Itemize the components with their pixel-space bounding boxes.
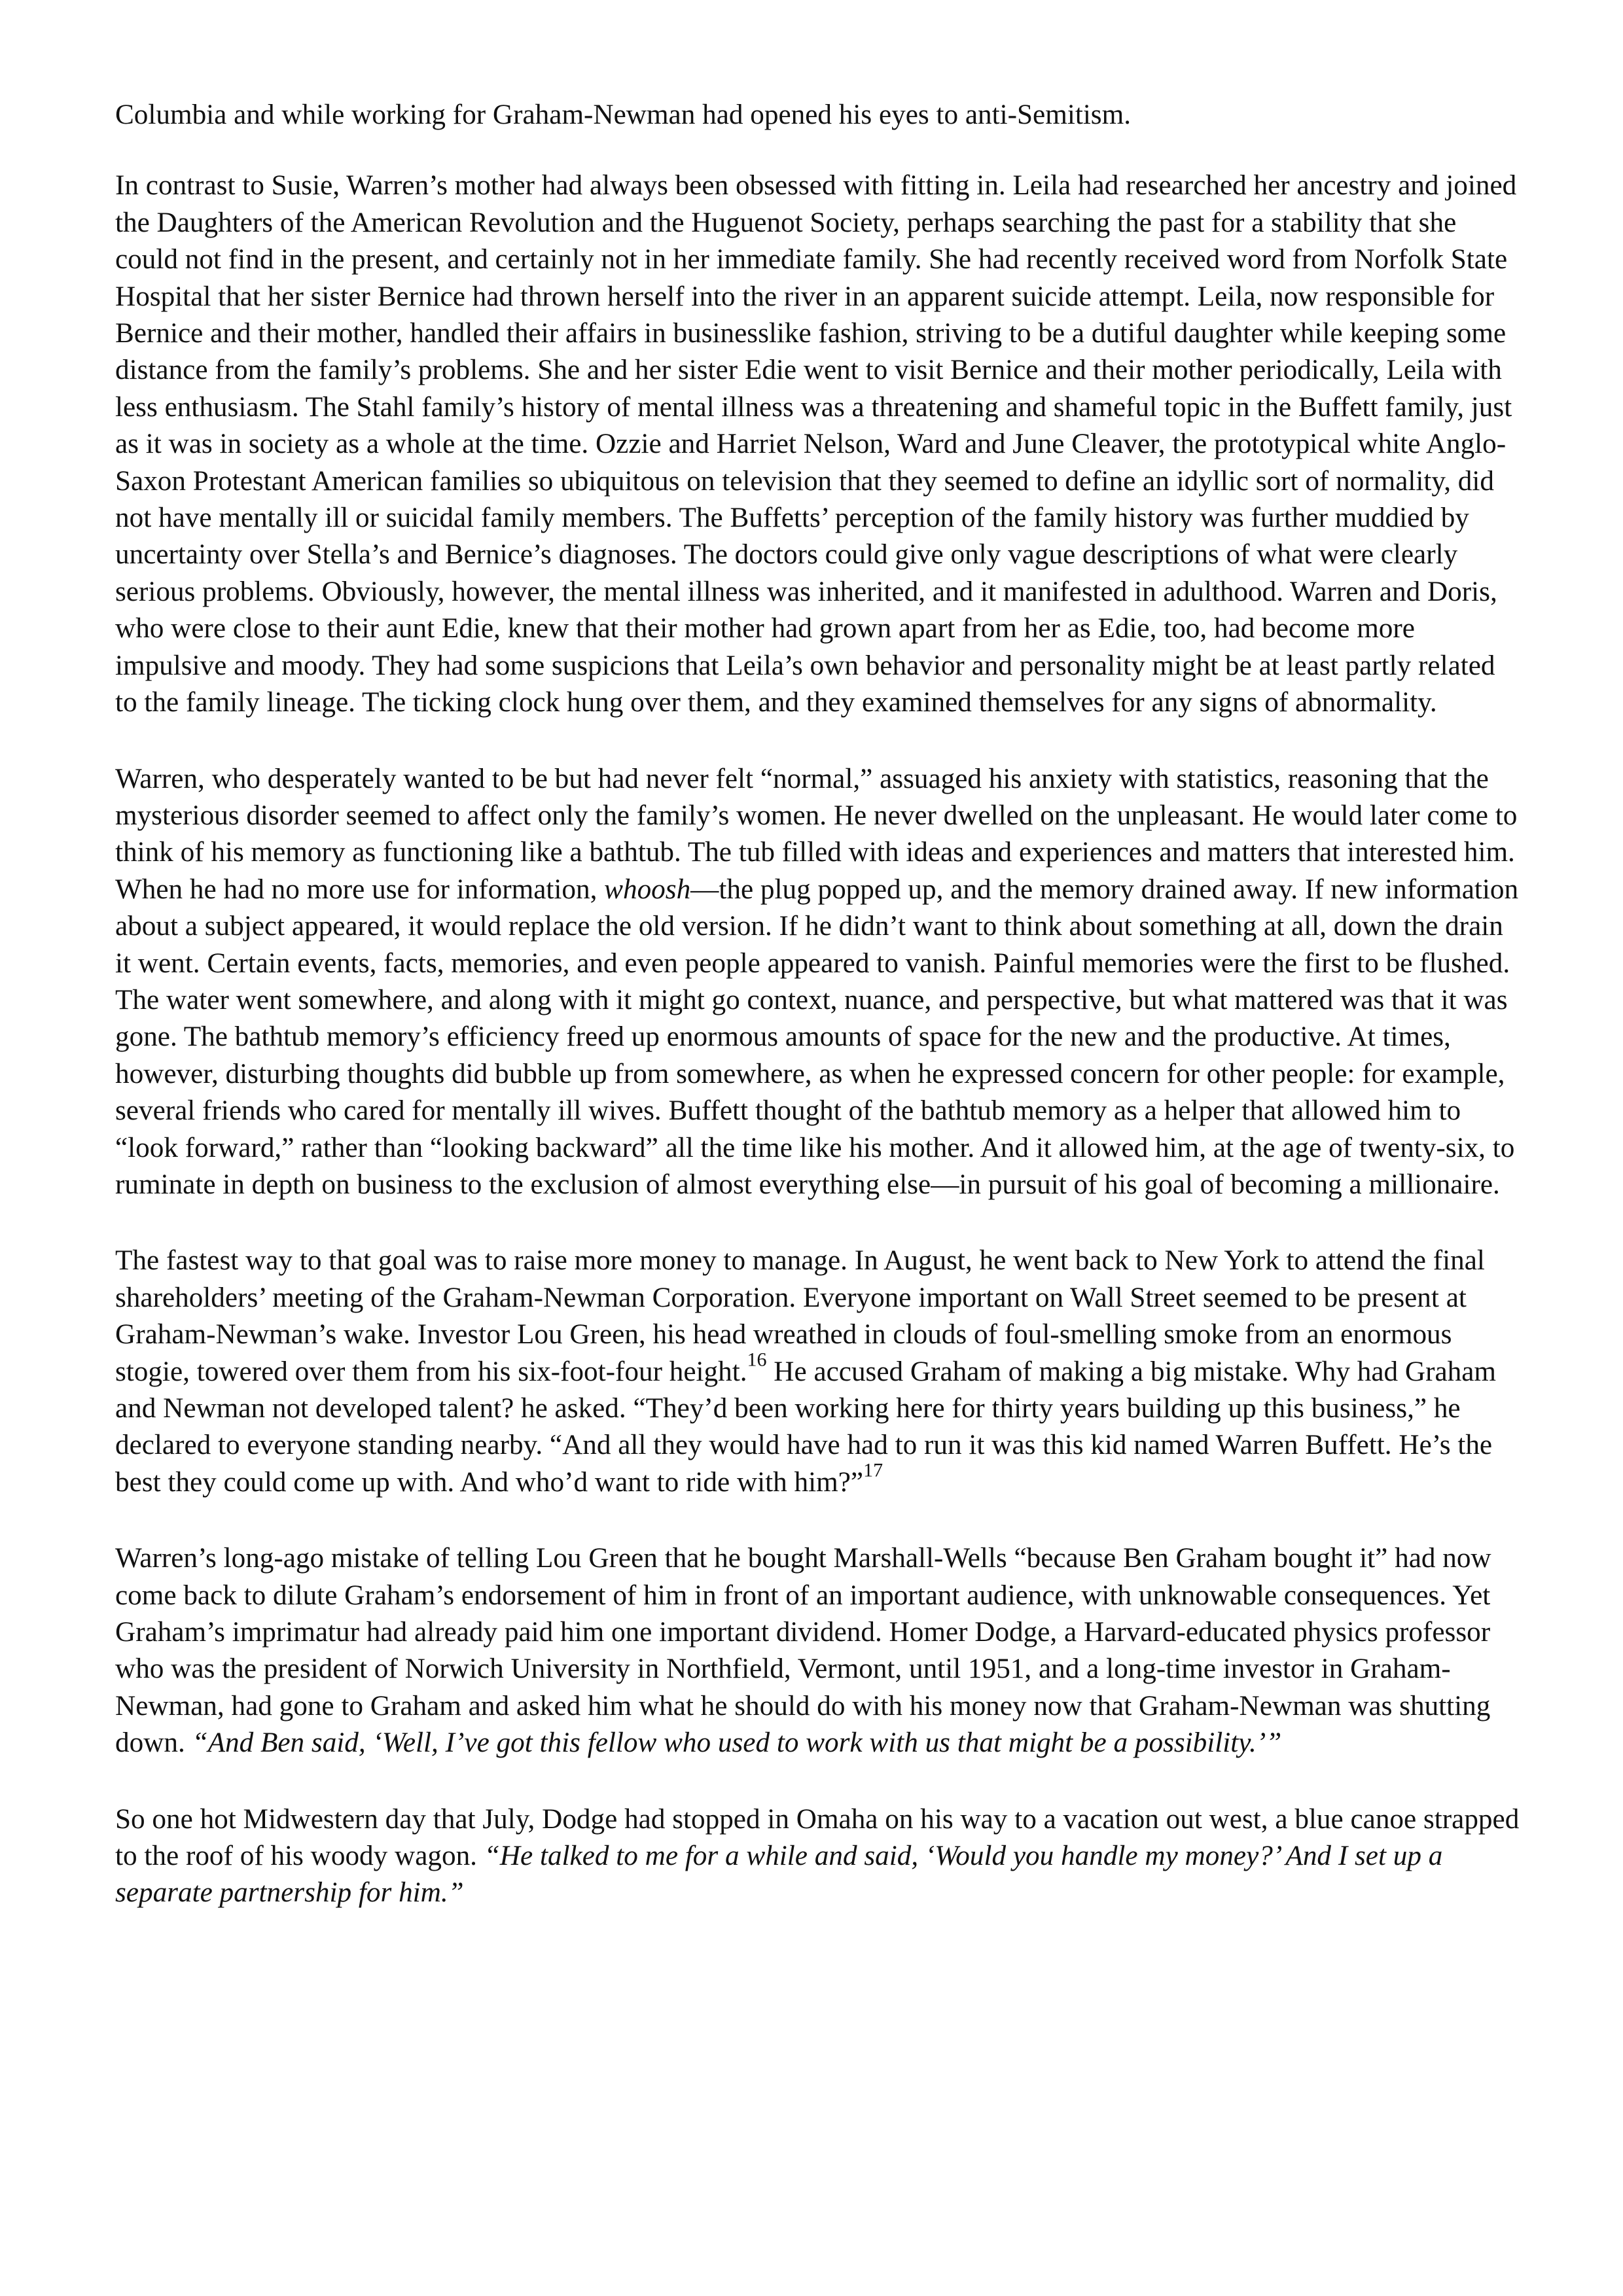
paragraph-text: He accused Graham of making a big mistake. Why had Graham and Newman not developed talent? he asked. “They’d been working here for thirty years building up this business,” he declared to everyone standing nearby. “And all they would have had to run it was this kid named Warren Buffett. He’s the best they could come up with. And who’d want to ride with him?”: [115, 1356, 1497, 1498]
italic-quote: “And Ben said, ‘Well, I’ve got this fellow who used to work with us that might be a possibility.’”: [192, 1727, 1282, 1759]
footnote-marker-17[interactable]: 17: [863, 1459, 883, 1481]
paragraph-text: In contrast to Susie, Warren’s mother had always been obsessed with fitting in. Leila had researched her ancestry and joined the Daughters of the American Revolution and the Huguenot Society, perhaps searching the past for a stability that she could not find in the present, and certainly not in her immediate family. She had recently received word from Norfolk State Hospital that her sister Bernice had thrown herself into the river in an apparent suicide attempt. Leila, now responsible for Bernice and their mother, handled their affairs in businesslike fashion, striving to be a dutiful daughter while keeping some distance from the family’s problems. She and her sister Edie went to visit Bernice and their mother periodically, Leila with less enthusiasm. The Stahl family’s history of mental illness was a threatening and shameful topic in the Buffett family, just as it was in society as a whole at the time. Ozzie and Harriet Nelson, Ward and June Cleaver, the prototypical white Anglo-Saxon Protestant American families so ubiquitous on television that they seemed to define an idyllic sort of normality, did not have mentally ill or suicidal family members. The Buffetts’ perception of the family history was further muddied by uncertainty over Stella’s and Bernice’s diagnoses. The doctors could give only vague descriptions of what were clearly serious problems. Obviously, however, the mental illness was inherited, and it manifested in adulthood. Warren and Doris, who were close to their aunt Edie, knew that their mother had grown apart from her as Edie, too, had become more impulsive and moody. They had some suspicions that Leila’s own behavior and personality might be at least partly related to the family lineage. The ticking clock hung over them, and they examined themselves for any signs of abnormality.: [115, 170, 1517, 718]
paragraph-anti-semitism: [115, 97, 1520, 133]
paragraph-text: So one hot Midwestern day that July, Dodge had stopped in Omaha on his way to a vacation out west, a blue canoe strapped to the roof of his woody wagon.: [115, 1803, 1520, 1872]
paragraph-text: Warren’s long-ago mistake of telling Lou Green that he bought Marshall-Wells “because Ben Graham bought it” had now come back to dilute Graham’s endorsement of him in front of an important audience, with unknowable consequences. Yet Graham’s imprimatur had already paid him one important dividend. Homer Dodge, a Harvard-educated physics professor who was the president of Norwich University in Northfield, Vermont, until 1951, and a long-time investor in Graham-Newman, had gone to Graham and asked him what he should do with his money now that Graham-Newman was shutting down.: [115, 1543, 1491, 1759]
paragraph-dodge-omaha: [115, 1801, 1520, 1912]
paragraph-graham-newman-meeting: [115, 1243, 1520, 1501]
paragraph-text: Warren, who desperately wanted to be but had never felt “normal,” assuaged his anxiety with statistics, reasoning that the mysterious disorder seemed to affect only the family’s women. He never dwelled on the unpleasant. He would later come to think of his memory as functioning like a bathtub. The tub filled with ideas and experiences and matters that interested him. When he had no more use for information,: [115, 763, 1518, 905]
paragraph-text: —the plug popped up, and the memory drained away. If new information about a subject appeared, it would replace the old version. If he didn’t want to think about something at all, down the drain it went. Certain events, facts, memories, and even people appeared to vanish. Painful memories were the first to be flushed. The water went somewhere, and along with it might go context, nuance, and perspective, but what mattered was that it was gone. The bathtub memory’s efficiency freed up enormous amounts of space for the new and the productive. At times, however, disturbing thoughts did bubble up from somewhere, as when he expressed concern for other people: for example, several friends who cared for mentally ill wives. Buffett thought of the bathtub memory as a helper that allowed him to “look forward,” rather than “looking backward” all the time like his mother. And it allowed him, at the age of twenty-six, to ruminate in depth on business to the exclusion of almost everything else—in pursuit of his goal of becoming a millionaire.: [115, 874, 1519, 1200]
paragraph-bathtub-memory: [115, 761, 1520, 1204]
book-page: [115, 97, 1520, 1951]
paragraph-homer-dodge: [115, 1540, 1520, 1761]
footnote-marker-16[interactable]: 16: [747, 1349, 767, 1371]
paragraph-text: Columbia and while working for Graham-Newman had opened his eyes to anti-Semitism.: [115, 99, 1132, 130]
paragraph-family-history: [115, 168, 1520, 721]
paragraph-text: The fastest way to that goal was to raise more money to manage. In August, he went back to New York to attend the final shareholders’ meeting of the Graham-Newman Corporation. Everyone important on Wall Street seemed to be present at Graham-Newman’s wake. Investor Lou Green, his head wreathed in clouds of foul-smelling smoke from an enormous stogie, towered over them from his six-foot-four height.: [115, 1245, 1485, 1387]
italic-word-whoosh: whoosh: [604, 874, 691, 905]
italic-quote: “He talked to me for a while and said, ‘Would you handle my money?’ And I set up a separate partnership for him.”: [115, 1841, 1443, 1909]
